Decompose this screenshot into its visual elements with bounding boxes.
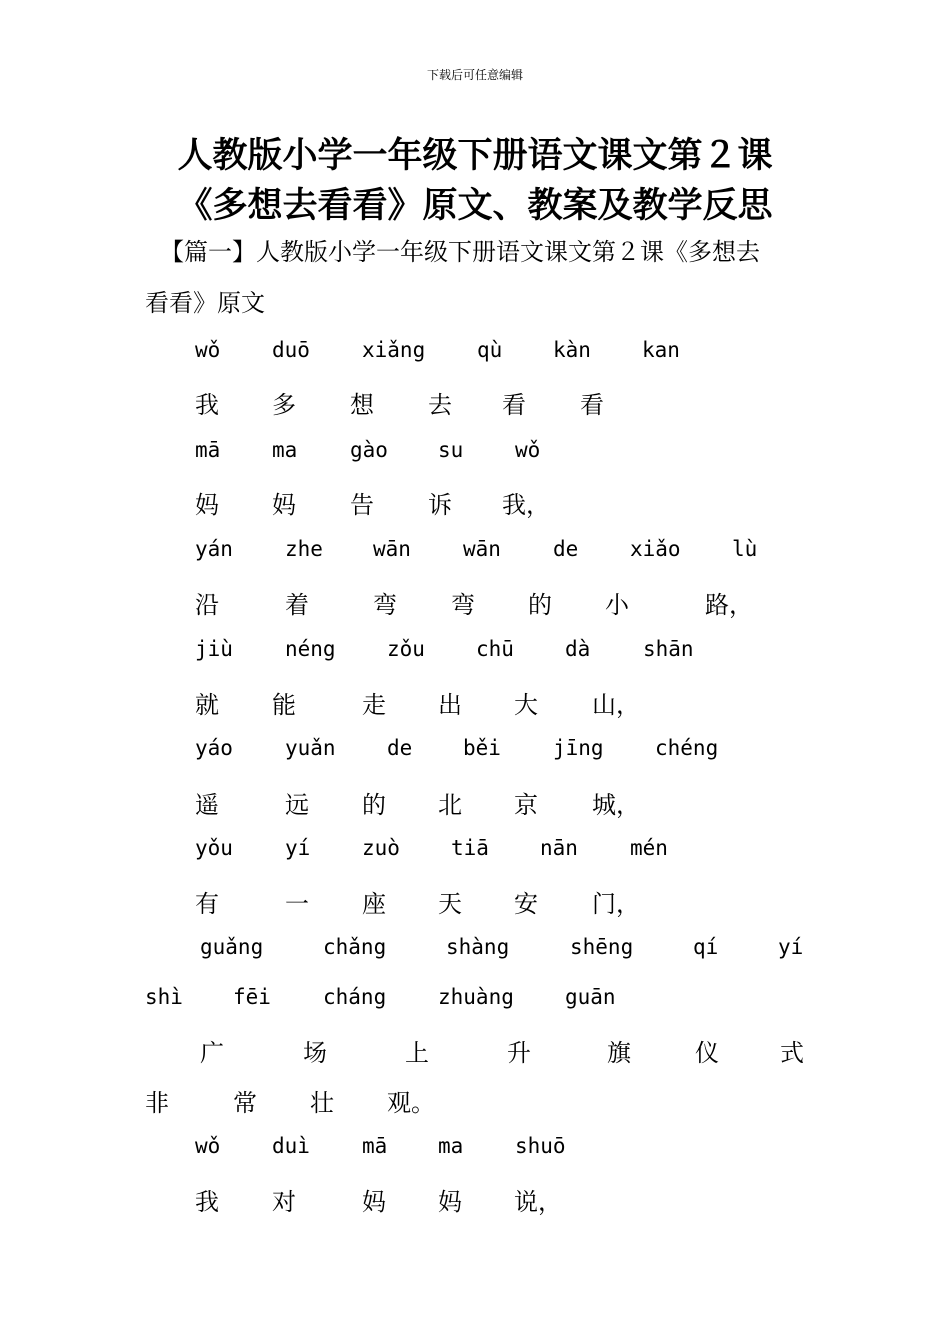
hanzi-character: 想 — [350, 391, 374, 419]
hanzi-line — [0, 1083, 950, 1123]
pinyin-syllable: lù — [732, 537, 758, 561]
hanzi-character: 城， — [592, 791, 640, 819]
pinyin-syllable: xiǎng — [362, 338, 426, 362]
hanzi-character: 观。 — [387, 1089, 435, 1117]
pinyin-syllable: de — [387, 736, 413, 760]
hanzi-character: 升 — [507, 1039, 531, 1067]
hanzi-character: 看 — [580, 391, 604, 419]
pinyin-syllable: yí — [778, 935, 804, 959]
pinyin-syllable: de — [553, 537, 579, 561]
hanzi-character: 去 — [428, 391, 452, 419]
hanzi-character: 广 — [200, 1039, 224, 1067]
hanzi-character: 说， — [514, 1188, 562, 1216]
pinyin-syllable: kàn — [553, 338, 591, 362]
pinyin-line — [0, 637, 950, 677]
pinyin-syllable: wǒ — [515, 438, 541, 462]
hanzi-character: 小 — [605, 591, 629, 619]
hanzi-character: 场 — [303, 1039, 327, 1067]
hanzi-character: 我 — [195, 1188, 219, 1216]
pinyin-syllable: mén — [630, 836, 668, 860]
pinyin-line — [0, 537, 950, 577]
pinyin-syllable: su — [438, 438, 464, 462]
pinyin-line — [0, 438, 950, 478]
hanzi-character: 有 — [195, 890, 219, 918]
pinyin-syllable: qù — [477, 338, 503, 362]
pinyin-syllable: xiǎo — [630, 537, 681, 561]
pinyin-syllable: jīng — [553, 736, 604, 760]
hanzi-character: 遥 — [195, 791, 219, 819]
page-header: 下载后可任意编辑 — [426, 68, 523, 82]
hanzi-character: 看 — [502, 391, 526, 419]
hanzi-line — [0, 685, 950, 725]
pinyin-syllable: ma — [272, 438, 298, 462]
hanzi-character: 大 — [514, 691, 538, 719]
hanzi-character: 天 — [438, 890, 462, 918]
hanzi-character: 弯 — [451, 591, 475, 619]
hanzi-line — [0, 385, 950, 425]
hanzi-character: 妈 — [195, 491, 219, 519]
pinyin-syllable: yán — [195, 537, 233, 561]
pinyin-line — [0, 935, 950, 975]
pinyin-syllable: ma — [438, 1134, 464, 1158]
pinyin-syllable: yǒu — [195, 836, 233, 860]
pinyin-syllable: zhuàng — [438, 985, 514, 1009]
hanzi-character: 座 — [362, 890, 386, 918]
hanzi-character: 对 — [272, 1188, 296, 1216]
hanzi-character: 妈 — [362, 1188, 386, 1216]
hanzi-character: 能 — [272, 691, 296, 719]
pinyin-syllable: yuǎn — [285, 736, 336, 760]
pinyin-syllable: wǒ — [195, 338, 221, 362]
pinyin-syllable: wǒ — [195, 1134, 221, 1158]
section-heading-line-1: 【篇一】人教版小学一年级下册语文课文第２课《多想去 — [160, 238, 760, 266]
pinyin-syllable: shān — [643, 637, 694, 661]
pinyin-syllable: jiù — [195, 637, 233, 661]
hanzi-character: 路， — [705, 591, 753, 619]
hanzi-character: 我 — [195, 391, 219, 419]
hanzi-character: 出 — [438, 691, 462, 719]
pinyin-syllable: cháng — [323, 985, 387, 1009]
hanzi-character: 安 — [514, 890, 538, 918]
hanzi-line — [0, 485, 950, 525]
hanzi-character: 着 — [285, 591, 309, 619]
hanzi-character: 我， — [502, 491, 550, 519]
pinyin-syllable: chǎng — [323, 935, 387, 959]
pinyin-syllable: dà — [565, 637, 591, 661]
pinyin-syllable: tiā — [451, 836, 489, 860]
pinyin-syllable: yí — [285, 836, 311, 860]
pinyin-syllable: mā — [362, 1134, 388, 1158]
hanzi-character: 沿 — [195, 591, 219, 619]
pinyin-syllable: chū — [476, 637, 514, 661]
hanzi-character: 非 — [145, 1089, 169, 1117]
pinyin-syllable: fēi — [233, 985, 271, 1009]
hanzi-character: 仪 — [695, 1039, 719, 1067]
pinyin-syllable: yáo — [195, 736, 233, 760]
hanzi-character: 一 — [285, 890, 309, 918]
pinyin-syllable: zhe — [285, 537, 323, 561]
pinyin-syllable: zǒu — [387, 637, 425, 661]
hanzi-character: 走 — [362, 691, 386, 719]
pinyin-syllable: shàng — [446, 935, 510, 959]
section-heading-line-2: 看看》原文 — [145, 289, 265, 317]
hanzi-line — [0, 785, 950, 825]
pinyin-syllable: guān — [565, 985, 616, 1009]
hanzi-character: 的 — [362, 791, 386, 819]
pinyin-syllable: mā — [195, 438, 221, 462]
hanzi-character: 式 — [780, 1039, 804, 1067]
pinyin-syllable: chéng — [655, 736, 719, 760]
hanzi-character: 妈 — [438, 1188, 462, 1216]
hanzi-character: 壮 — [310, 1089, 334, 1117]
pinyin-syllable: qí — [693, 935, 719, 959]
hanzi-character: 京 — [514, 791, 538, 819]
hanzi-character: 的 — [528, 591, 552, 619]
hanzi-character: 多 — [272, 391, 296, 419]
hanzi-character: 北 — [438, 791, 462, 819]
pinyin-line — [0, 1134, 950, 1174]
pinyin-syllable: néng — [285, 637, 336, 661]
pinyin-syllable: guǎng — [200, 935, 264, 959]
hanzi-character: 弯 — [373, 591, 397, 619]
pinyin-syllable: kan — [642, 338, 680, 362]
hanzi-line — [0, 1182, 950, 1222]
pinyin-line — [0, 338, 950, 378]
hanzi-character: 旗 — [607, 1039, 631, 1067]
pinyin-line — [0, 985, 950, 1025]
hanzi-character: 常 — [233, 1089, 257, 1117]
pinyin-syllable: shuō — [515, 1134, 566, 1158]
hanzi-character: 远 — [285, 791, 309, 819]
hanzi-line — [0, 884, 950, 924]
pinyin-syllable: wān — [463, 537, 501, 561]
pinyin-syllable: zuò — [362, 836, 400, 860]
hanzi-line — [0, 585, 950, 625]
hanzi-character: 妈 — [272, 491, 296, 519]
pinyin-syllable: shì — [145, 985, 183, 1009]
pinyin-syllable: duì — [272, 1134, 310, 1158]
pinyin-line — [0, 736, 950, 776]
pinyin-syllable: nān — [540, 836, 578, 860]
document-title-line-2: 《多想去看看》原文、教案及教学反思 — [177, 186, 773, 226]
hanzi-character: 山， — [592, 691, 640, 719]
hanzi-character: 就 — [195, 691, 219, 719]
hanzi-character: 告 — [350, 491, 374, 519]
hanzi-character: 诉 — [428, 491, 452, 519]
pinyin-syllable: běi — [463, 736, 501, 760]
hanzi-line — [0, 1033, 950, 1073]
pinyin-syllable: gào — [350, 438, 388, 462]
pinyin-syllable: duō — [272, 338, 310, 362]
pinyin-syllable: shēng — [570, 935, 634, 959]
hanzi-character: 上 — [405, 1039, 429, 1067]
pinyin-syllable: wān — [373, 537, 411, 561]
hanzi-character: 门， — [592, 890, 640, 918]
pinyin-line — [0, 836, 950, 876]
document-title-line-1: 人教版小学一年级下册语文课文第２课 — [177, 136, 773, 176]
